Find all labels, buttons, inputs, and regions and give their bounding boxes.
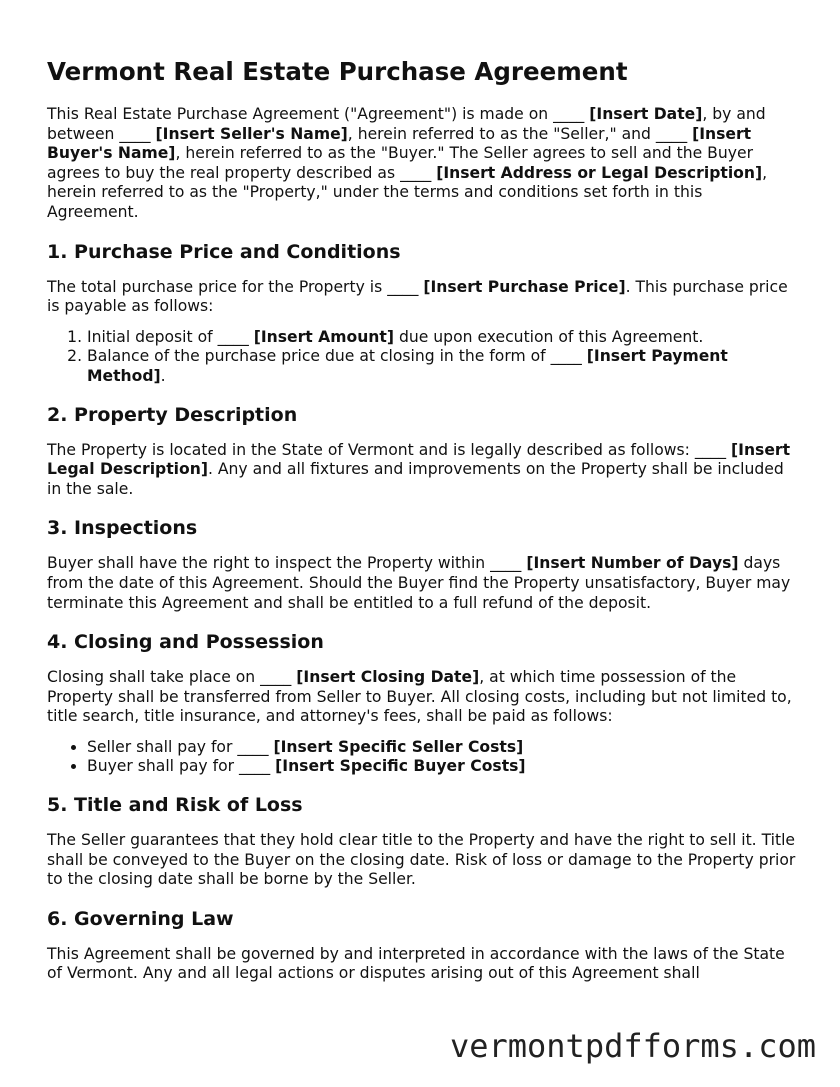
text: . bbox=[160, 366, 166, 385]
list-item bbox=[87, 738, 797, 758]
blank-line: ____ bbox=[655, 124, 688, 143]
blank-line: ____ bbox=[237, 737, 269, 756]
blank-line: ____ bbox=[553, 105, 585, 123]
list-item bbox=[87, 347, 797, 386]
purchase-price-paragraph bbox=[47, 278, 797, 317]
text: Closing shall take place on bbox=[47, 668, 261, 687]
text: Buyer shall have the right to inspect the Property within bbox=[47, 554, 491, 573]
text: . Any and all fixtures and improvements on the Property shall be included in the sale. bbox=[47, 460, 784, 498]
document-title: Vermont Real Estate Purchase Agreement bbox=[47, 57, 628, 86]
section-heading-governing-law: 6. Governing Law bbox=[47, 907, 234, 930]
payment-terms-list bbox=[47, 328, 797, 387]
section-heading-closing: 4. Closing and Possession bbox=[47, 631, 324, 654]
text: due upon execution of this Agreement. bbox=[394, 327, 704, 346]
placeholder-address: [Insert Address or Legal Description] bbox=[436, 163, 763, 182]
placeholder-closing-date: [Insert Closing Date] bbox=[296, 668, 480, 687]
placeholder-purchase-price: [Insert Purchase Price] bbox=[423, 277, 626, 296]
placeholder-date: [Insert Date] bbox=[589, 105, 703, 123]
placeholder-payment-method: [Insert Payment Method] bbox=[87, 347, 728, 385]
closing-costs-list bbox=[47, 738, 797, 777]
blank-line: ____ bbox=[260, 668, 292, 687]
inspections-paragraph bbox=[47, 554, 797, 613]
text: , herein referred to as the "Buyer." The Seller agrees to sell and the Buyer agrees to buy the real property described as bbox=[47, 144, 753, 182]
text: , herein referred to as the "Property," under the terms and conditions set forth in this Agreement. bbox=[47, 163, 768, 221]
placeholder-seller-costs: [Insert Specific Seller Costs] bbox=[273, 737, 524, 756]
blank-line: ____ bbox=[694, 440, 727, 459]
placeholder-buyer-name: [Insert Buyer's Name] bbox=[47, 124, 752, 163]
text: , herein referred to as the "Seller," and bbox=[347, 124, 656, 143]
document-page bbox=[47, 56, 797, 1001]
blank-line: ____ bbox=[119, 124, 151, 143]
text: days from the date of this Agreement. Should the Buyer find the Property unsatisfactory, Buyer may terminate this Agreement and shall be entitled to a full refund of the deposit. bbox=[47, 554, 791, 612]
intro-paragraph bbox=[47, 105, 797, 223]
placeholder-seller-name: [Insert Seller's Name] bbox=[155, 124, 348, 143]
placeholder-number-of-days: [Insert Number of Days] bbox=[526, 554, 739, 573]
section-heading-title-risk: 5. Title and Risk of Loss bbox=[47, 794, 303, 817]
blank-line: ____ bbox=[387, 277, 419, 296]
text: Balance of the purchase price due at closing in the form of bbox=[87, 347, 551, 366]
section-heading-purchase-price: 1. Purchase Price and Conditions bbox=[47, 240, 401, 263]
text: Initial deposit of bbox=[87, 327, 218, 346]
list-item bbox=[87, 757, 797, 777]
list-item bbox=[87, 328, 797, 348]
placeholder-buyer-costs: [Insert Specific Buyer Costs] bbox=[275, 757, 526, 776]
text: The total purchase price for the Property is bbox=[47, 277, 388, 296]
text: , by and between bbox=[47, 105, 766, 143]
title-risk-paragraph: The Seller guarantees that they hold clear title to the Property and have the right to sell it. Title shall be conveyed to the Buyer on the closing date. Risk of loss or damage to the Property prior to the closing date shall be borne by the Seller. bbox=[47, 831, 796, 889]
text: Seller shall pay for bbox=[87, 737, 238, 756]
closing-paragraph bbox=[47, 668, 797, 727]
text: Buyer shall pay for bbox=[87, 757, 239, 776]
blank-line: ____ bbox=[239, 757, 271, 776]
section-heading-property-description: 2. Property Description bbox=[47, 403, 298, 426]
property-description-paragraph bbox=[47, 441, 797, 500]
text: This Real Estate Purchase Agreement ("Agreement") is made on bbox=[47, 105, 554, 123]
text: . This purchase price is payable as follows: bbox=[47, 277, 788, 316]
text: The Property is located in the State of Vermont and is legally described as follows: bbox=[47, 440, 695, 459]
placeholder-legal-description: [Insert Legal Description] bbox=[47, 440, 791, 479]
blank-line: ____ bbox=[490, 554, 522, 573]
blank-line: ____ bbox=[217, 327, 249, 346]
placeholder-amount: [Insert Amount] bbox=[253, 327, 394, 346]
blank-line: ____ bbox=[550, 347, 582, 366]
blank-line: ____ bbox=[400, 163, 432, 182]
watermark: vermontpdfforms.com bbox=[449, 1027, 816, 1065]
text: , at which time possession of the Property shall be transferred from Seller to Buyer. All closing costs, including but not limited to, title search, title insurance, and attorney's fees, shall be paid as follows: bbox=[47, 668, 792, 726]
section-heading-inspections: 3. Inspections bbox=[47, 517, 198, 540]
governing-law-paragraph: This Agreement shall be governed by and interpreted in accordance with the laws of the State of Vermont. Any and all legal actions or disputes arising out of this Agreement shall bbox=[47, 944, 785, 983]
